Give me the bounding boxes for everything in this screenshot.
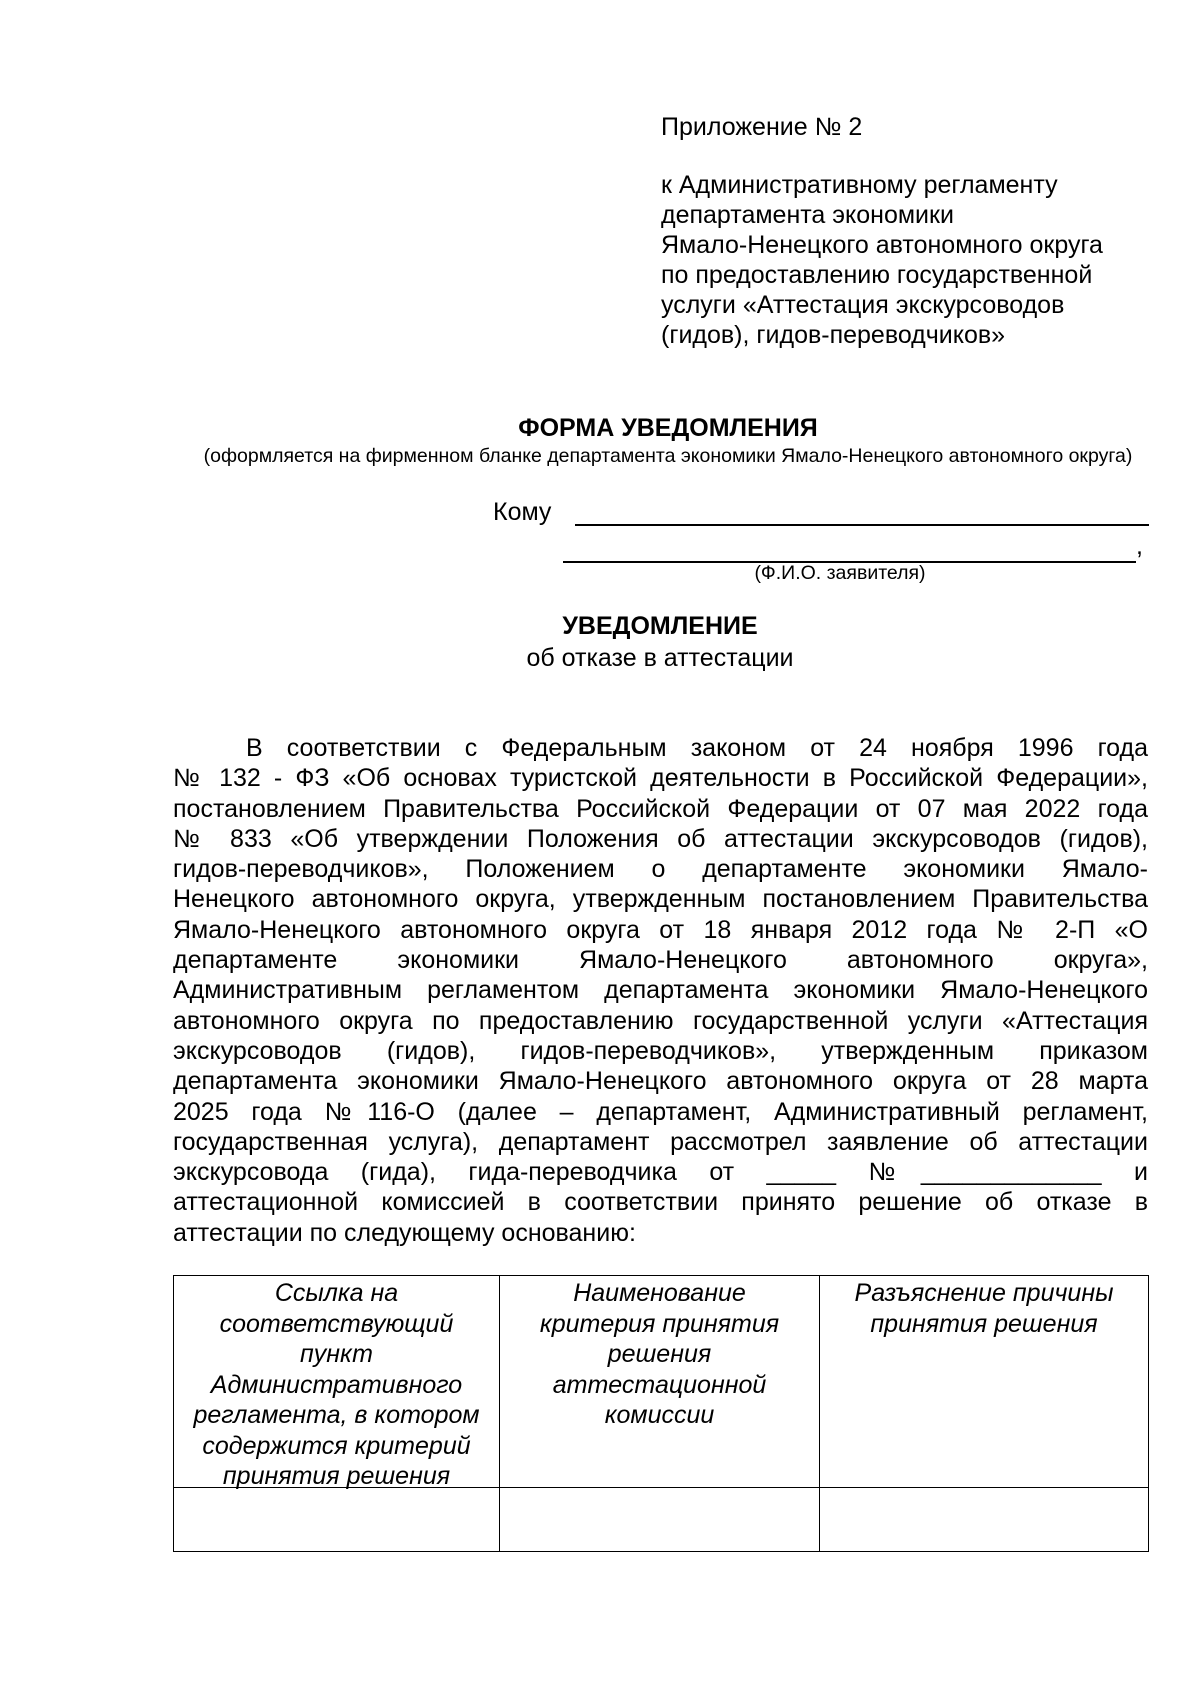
- body-line: 2025 года №116-О (далее – департамент, Административный регламент,: [173, 1097, 1148, 1126]
- header-text-line: принятия решения: [222, 1462, 451, 1490]
- table-cell: [820, 1488, 1148, 1551]
- body-paragraph: [173, 733, 1148, 1248]
- appendix-title: Приложение № 2: [661, 113, 863, 141]
- body-line: постановлением Правительства Российской Федерации от 07 мая 2022 года: [173, 794, 1148, 823]
- header-text-line: принятия решения: [870, 1309, 1098, 1338]
- body-line: экскурсовода (гида), гида-переводчика от _____ №_____________ и: [173, 1158, 1148, 1187]
- appendix-line: услуги «Аттестация экскурсоводов: [661, 291, 1065, 319]
- body-line: департамента экономики Ямало-Ненецкого автономного округа от 28 марта: [173, 1067, 1148, 1096]
- body-line: аттестации по следующему основанию:: [173, 1218, 636, 1247]
- header-text-line: Ссылка на: [274, 1279, 399, 1307]
- header-text-line: регламента, в котором: [193, 1401, 480, 1429]
- header-text-line: содержится критерий: [202, 1431, 471, 1460]
- appendix-line: Ямало-Ненецкого автономного округа: [661, 231, 1103, 259]
- header-text-line: аттестационной: [552, 1370, 767, 1399]
- appendix-line: департамента экономики: [661, 201, 954, 229]
- addressee-line: [575, 524, 1149, 526]
- table-header-cell: [500, 1276, 820, 1488]
- table-header-cell: [820, 1276, 1148, 1488]
- form-note: (оформляется на фирменном бланке департамента экономики Ямало-Ненецкого автономного округа): [203, 445, 1133, 467]
- body-line: Ненецкого автономного округа, утвержденным постановлением Правительства: [173, 885, 1148, 914]
- header-text-line: пункт: [300, 1340, 373, 1368]
- notice-subtitle: об отказе в аттестации: [526, 644, 794, 672]
- body-line: экскурсоводов (гидов), гидов-переводчиков», утвержденным приказом: [173, 1036, 1148, 1065]
- applicant-name-caption: (Ф.И.О. заявителя): [754, 562, 926, 584]
- body-line: № 833 «Об утверждении Положения об аттестации экскурсоводов (гидов),: [173, 824, 1148, 853]
- body-line: гидов-переводчиков», Положением о департаменте экономики Ямало-: [173, 855, 1148, 884]
- appendix-block: [661, 112, 1141, 350]
- body-line: автономного округа по предоставлению государственной услуги «Аттестация: [173, 1006, 1148, 1035]
- criteria-table: [173, 1275, 1149, 1552]
- header-text-line: Административного: [210, 1370, 463, 1399]
- header-text-line: комиссии: [604, 1401, 715, 1429]
- addressee-comma: ,: [1136, 532, 1143, 560]
- addressee-label: Кому: [493, 498, 552, 526]
- notice-title: УВЕДОМЛЕНИЕ: [562, 612, 758, 640]
- table-cell: [174, 1488, 500, 1551]
- body-line: департаменте экономики Ямало-Ненецкого автономного округа»,: [173, 946, 1148, 975]
- header-text-line: критерия принятия: [539, 1309, 780, 1338]
- body-line: В соответствии с Федеральным законом от 24 ноября 1996 года: [246, 734, 1148, 762]
- body-line: Административным регламентом департамента экономики Ямало-Ненецкого: [173, 976, 1148, 1005]
- appendix-line: по предоставлению государственной: [661, 261, 1093, 289]
- header-text-line: Наименование: [573, 1279, 746, 1307]
- body-line: Ямало-Ненецкого автономного округа от 18 января 2012 года № 2-П «О: [173, 915, 1148, 944]
- appendix-line: (гидов), гидов-переводчиков»: [661, 321, 1006, 349]
- body-line: № 132 - ФЗ «Об основах туристской деятельности в Российской Федерации»,: [173, 764, 1148, 793]
- form-title: ФОРМА УВЕДОМЛЕНИЯ: [518, 414, 818, 442]
- header-text-line: решения: [607, 1340, 712, 1368]
- body-line: государственная услуга), департамент рассмотрел заявление об аттестации: [173, 1127, 1148, 1156]
- appendix-line: к Административному регламенту: [661, 171, 1058, 199]
- table-cell: [500, 1488, 820, 1551]
- body-line: аттестационной комиссией в соответствии принято решение об отказе в: [173, 1188, 1148, 1217]
- table-header-cell: [174, 1276, 500, 1488]
- header-text-line: соответствующий: [219, 1309, 454, 1338]
- header-text-line: Разъяснение причины: [854, 1279, 1114, 1307]
